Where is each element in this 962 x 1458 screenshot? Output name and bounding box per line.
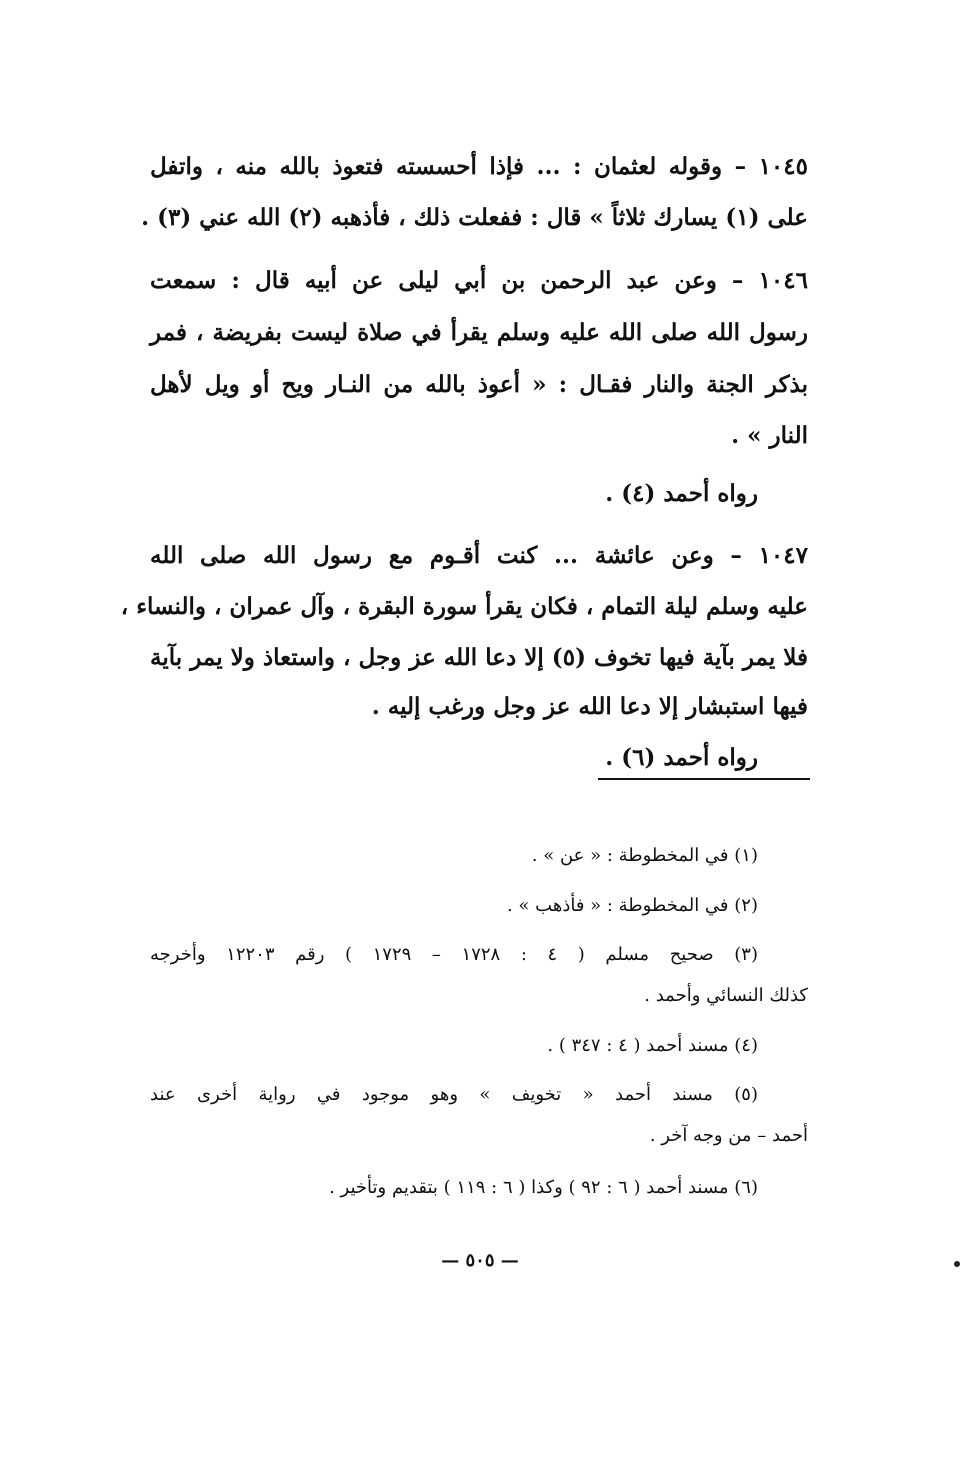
footnote-3-line-2: كذلك النسائي وأحمد . bbox=[644, 985, 808, 1006]
footnote-3-line-1: (٣) صحيح مسلم ( ٤ : ١٧٢٨ – ١٧٢٩ ) رقم ١٢٢٠٣ وأخرجه bbox=[150, 944, 758, 965]
footnote-2: (٢) في المخطوطة : « فأذهب » . bbox=[506, 895, 758, 916]
margin-dot-mark bbox=[954, 1261, 960, 1267]
footnote-4: (٤) مسند أحمد ( ٤ : ٣٤٧ ) . bbox=[547, 1035, 758, 1056]
hadith-1047-source: رواه أحمد (٦) . bbox=[605, 744, 758, 771]
footnote-5-line-2: أحمد – من وجه آخر . bbox=[649, 1125, 808, 1146]
hadith-1047-line-1: ١٠٤٧ – وعن عائشة ... كنت أقـوم مع رسول الله صلى الله bbox=[150, 542, 808, 569]
hadith-1046-line-2: رسول الله صلى الله عليه وسلم يقرأ في صلاة ليست بفريضة ، فمر bbox=[150, 319, 808, 346]
hadith-1047-line-3: فلا يمر بآية فيها تخوف (٥) إلا دعا الله عز وجل ، واستعاذ ولا يمر بآية bbox=[150, 644, 809, 671]
footnote-6: (٦) مسند أحمد ( ٦ : ٩٢ ) وكذا ( ٦ : ١١٩ ) بتقديم وتأخير . bbox=[329, 1177, 758, 1198]
hadith-1045-line-1: ١٠٤٥ – وقوله لعثمان : ... فإذا أحسسته فتعوذ بالله منه ، واتفل bbox=[150, 153, 808, 180]
hadith-1046-line-3: بذكر الجنة والنار فقـال : « أعوذ بالله من النـار ويح أو ويل لأهل bbox=[150, 371, 808, 398]
footnote-separator bbox=[598, 778, 810, 780]
hadith-1046-line-4: النار » . bbox=[731, 422, 808, 449]
footnote-5-line-1: (٥) مسند أحمد « تخويف » وهو موجود في رواية أخرى عند bbox=[150, 1084, 758, 1105]
hadith-1046-line-1: ١٠٤٦ – وعن عبد الرحمن بن أبي ليلى عن أبيه قال : سمعت bbox=[150, 267, 808, 294]
hadith-1046-source: رواه أحمد (٤) . bbox=[605, 480, 758, 507]
page-number: — ٥٠٥ — bbox=[441, 1250, 519, 1271]
footnote-1: (١) في المخطوطة : « عن » . bbox=[531, 845, 758, 866]
hadith-1047-line-2: عليه وسلم ليلة التمام ، فكان يقرأ سورة البقرة ، وآل عمران ، والنساء ، bbox=[120, 593, 808, 620]
hadith-1045-line-2: على (١) يسارك ثلاثاً » قال : ففعلت ذلك ، فأذهبه (٢) الله عني (٣) . bbox=[141, 204, 808, 231]
hadith-1047-line-4: فيها استبشار إلا دعا الله عز وجل ورغب إليه . bbox=[371, 693, 808, 720]
